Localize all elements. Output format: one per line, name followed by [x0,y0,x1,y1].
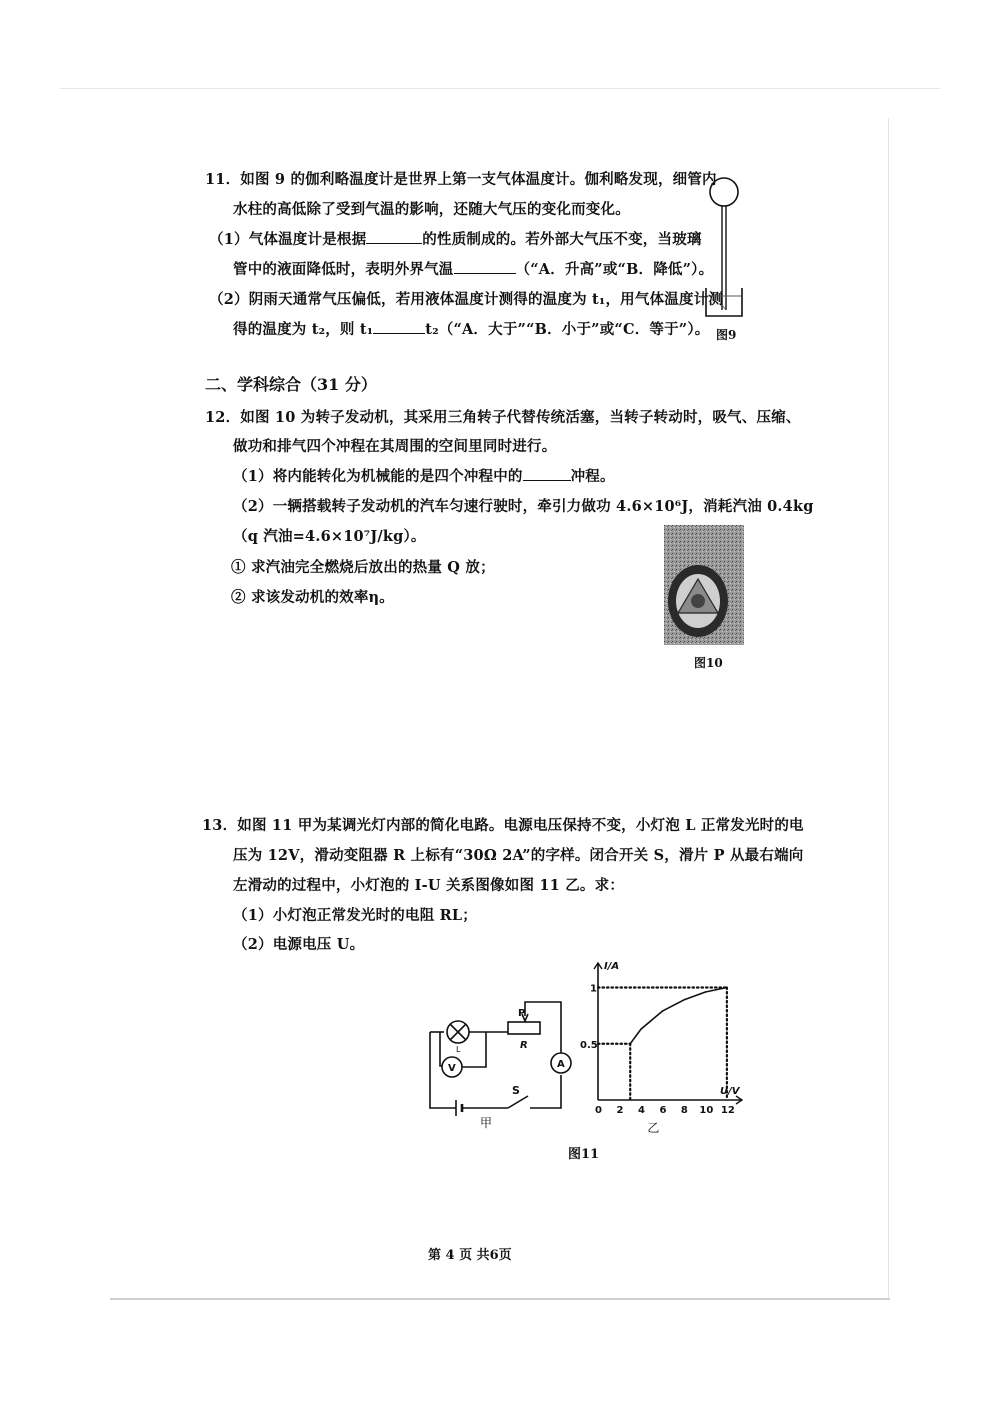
q13-line-1: 13．如图 11 甲为某调光灯内部的简化电路。电源电压保持不变，小灯泡 L 正常发光时的电 [202,817,804,834]
q13-line-4: （1）小灯泡正常发光时的电阻 RL； [233,907,477,924]
iu-chart [580,955,755,1135]
q12-line-6: ① 求汽油完全燃烧后放出的热量 Q 放； [231,559,495,576]
q11-line-2: 水柱的高低除了受到气温的影响，还随大气压的变化而变化。 [233,201,630,218]
q11-line-4-text: 管中的液面降低时，表明外界气温 [233,261,454,278]
q11-line-3-text: （1）气体温度计是根据 [209,231,367,248]
answer-blank [454,260,516,274]
figure-10-caption: 图10 [694,656,723,670]
chart-caption: 乙 [647,1121,660,1135]
y-axis-label: I/A [604,961,620,972]
x-tick-label: 4 [637,1105,645,1116]
x-tick-label: 12 [720,1105,735,1116]
lamp-label: L [456,1045,461,1054]
q13-line-5: （2）电源电压 U。 [233,936,365,953]
x-tick-label: 8 [680,1105,688,1116]
x-axis-label: U/V [720,1086,740,1097]
iu-data-point [640,1028,642,1030]
voltmeter-label: V [448,1063,456,1074]
q12-line-3-text: （1）将内能转化为机械能的是四个冲程中的 [233,468,523,485]
answer-blank [366,230,422,244]
x-tick-label: 10 [699,1105,714,1116]
q12-line-3 [233,465,615,486]
page-edge [888,118,889,1298]
figure-11-caption: 图11 [568,1147,600,1162]
q12-line-5: （q 汽油=4.6×10⁷J/kg）。 [233,528,426,545]
circuit-wire [530,1075,561,1108]
circuit-wire [462,1032,486,1067]
q12-line-3-text: 冲程。 [570,468,615,485]
switch-blade [508,1096,528,1108]
section-heading: 二、学科综合（31 分） [205,375,377,394]
rotary-engine-photo [664,525,744,645]
switch-label: S [512,1084,520,1097]
rheostat [508,1022,540,1034]
q11-line-6-text: 得的温度为 t₂，则 t₁ [233,321,374,338]
thermometer-figure [700,170,760,320]
x-tick-label: 2 [616,1105,624,1116]
q11-line-3 [209,228,702,249]
q13-line-3: 左滑动的过程中，小灯泡的 I-U 关系图像如图 11 乙。求： [233,877,625,894]
iu-data-point [629,1043,631,1045]
q12-line-2: 做功和排气四个冲程在其周围的空间里同时进行。 [233,438,557,455]
q11-line-4-text: （“A．升高”或“B．降低”）。 [515,261,714,278]
q11-line-1: 11．如图 9 的伽利略温度计是世界上第一支气体温度计。伽利略发现，细管内 [205,171,717,188]
q12-line-4: （2）一辆搭载转子发动机的汽车匀速行驶时，牵引力做功 4.6×10⁶J，消耗汽油 0.4kg [233,498,814,515]
page-number: 第 4 页 共6页 [428,1248,512,1263]
slider-label: P [518,1008,526,1019]
q11-line-6-text: t₂（“A．大于”“B．小于”或“C．等于”）。 [425,321,710,338]
answer-blank [523,467,571,481]
water-cup [706,288,742,316]
q12-line-1: 12．如图 10 为转子发动机，其采用三角转子代替传统活塞，当转子转动时，吸气、压缩、 [205,409,801,426]
x-tick-label: 0 [595,1105,602,1116]
page-edge [110,1298,890,1300]
rotor-shaft [691,594,705,608]
iu-data-point [683,999,685,1001]
answer-blank [373,320,425,334]
circuit-caption: 甲 [480,1116,493,1130]
q11-line-6 [233,318,709,339]
x-tick-label: 6 [659,1105,667,1116]
iu-data-point [662,1010,664,1012]
iu-data-point [705,991,707,993]
rheostat-label: R [520,1040,528,1051]
q11-line-5: （2）阴雨天通常气压偏低，若用液体温度计测得的温度为 t₁，用气体温度计测 [209,291,724,308]
iu-data-point [726,987,728,989]
q13-line-2: 压为 12V，滑动变阻器 R 上标有“30Ω 2A”的字样。闭合开关 S，滑片 P 从最右端向 [233,847,804,864]
q12-line-7: ② 求该发动机的效率η。 [231,589,394,606]
circuit-diagram [420,990,580,1130]
iu-curve [630,988,727,1044]
q11-line-4 [233,258,713,279]
page-edge [60,88,940,89]
circuit-wire [440,1032,442,1066]
thermometer-bulb [710,178,738,206]
q11-line-3-text: 的性质制成的。若外部大气压不变，当玻璃 [422,231,702,248]
ammeter-label: A [557,1059,565,1070]
circuit-wire [525,1002,561,1053]
figure-9-caption: 图9 [716,328,737,342]
y-tick-label: 1 [590,983,597,995]
y-tick-label: 0.5 [580,1039,598,1051]
